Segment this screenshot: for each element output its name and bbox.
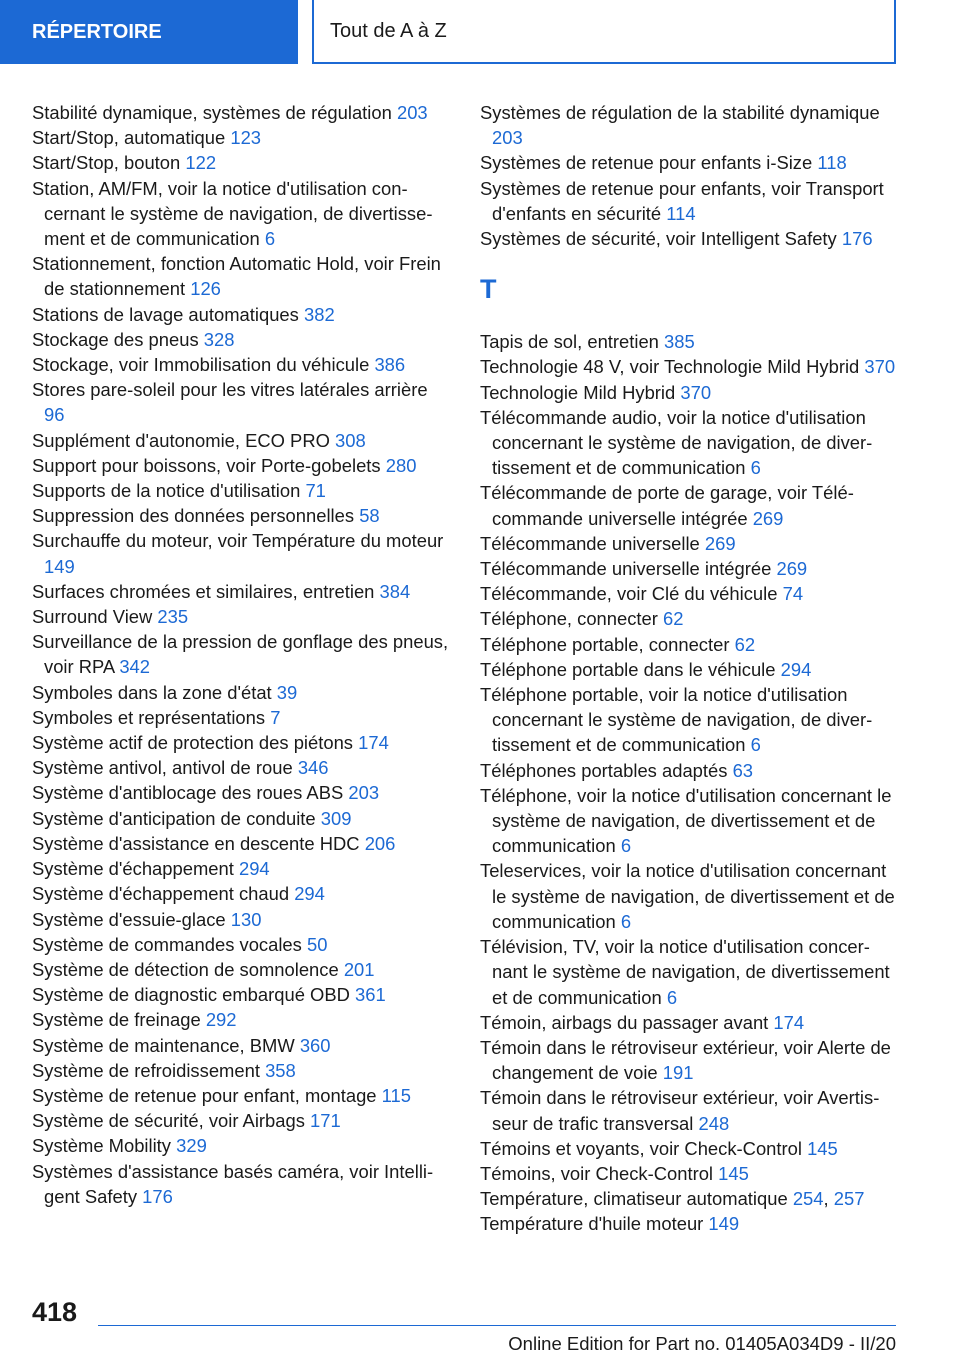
tab-repertoire-label: RÉPERTOIRE — [32, 20, 162, 43]
index-entry-text: Téléphone portable, connecter — [480, 633, 730, 655]
page-link[interactable]: 118 — [817, 152, 847, 174]
page-link[interactable]: 122 — [185, 152, 217, 174]
index-entry — [480, 1085, 896, 1135]
page-link[interactable]: 361 — [355, 984, 386, 1006]
index-entry-text: Start/Stop, automatique — [32, 127, 226, 149]
page-link[interactable]: 149 — [708, 1213, 740, 1235]
page-link[interactable]: 382 — [303, 303, 335, 325]
index-entry — [32, 302, 452, 327]
index-entry — [480, 657, 896, 682]
index-entry — [32, 806, 452, 831]
index-entry-text: Supplément d'autonomie, ECO PRO — [32, 429, 330, 451]
page-link[interactable]: 6 — [620, 835, 632, 857]
section-letter: T — [480, 274, 497, 305]
index-entry — [480, 150, 896, 175]
page-link[interactable]: 176 — [142, 1185, 173, 1207]
page-link[interactable]: 62 — [663, 608, 684, 630]
index-entry — [32, 327, 452, 352]
page-link[interactable]: 360 — [299, 1034, 331, 1056]
index-entry-text: Système d'échappement — [32, 858, 234, 880]
index-entry — [32, 503, 452, 528]
index-entry-text: Télévision, TV, voir la notice d'utilisation concernant le système de navigation, de divertissement et de communication — [480, 936, 890, 1008]
page-link[interactable]: 370 — [680, 381, 712, 403]
page-link[interactable]: 71 — [305, 480, 326, 502]
index-entry — [32, 1083, 452, 1108]
page-link[interactable]: 257 — [833, 1188, 865, 1210]
page-number: 418 — [32, 1297, 78, 1327]
index-entry — [480, 226, 896, 251]
page-link[interactable]: 370 — [864, 356, 896, 378]
index-entry-text: Télécommande de porte de garage, voir Télécommande universelle intégrée — [480, 482, 854, 529]
index-entry — [32, 730, 452, 755]
index-entry — [32, 176, 452, 252]
index-entry-text: Système d'anticipation de conduite — [32, 807, 316, 829]
index-entry-text: Stockage, voir Immobilisation du véhicule — [32, 354, 370, 376]
index-entry — [32, 856, 452, 881]
page-link[interactable]: 114 — [666, 202, 696, 224]
page-link[interactable]: 145 — [718, 1162, 749, 1184]
index-entry-text: Station, AM/FM, voir la notice d'utilisation concernant le système de navigation, de divertissement et de communication — [32, 177, 433, 250]
page-link[interactable]: 386 — [374, 354, 406, 376]
page-link[interactable]: 203 — [348, 782, 380, 804]
index-entry — [480, 1010, 896, 1035]
index-entry — [480, 100, 896, 150]
index-entry-text: Télécommande audio, voir la notice d'utilisation concernant le système de navigation, de divertissement et de communication — [480, 406, 873, 479]
page-link[interactable]: 294 — [780, 658, 812, 680]
index-entry-text: Système de refroidissement — [32, 1059, 260, 1081]
index-entry-text: Système de sécurité, voir Airbags — [32, 1110, 305, 1132]
index-entry-text: Système Mobility — [32, 1135, 171, 1157]
index-entry — [480, 606, 896, 631]
footer-edition: Online Edition for Part no. 01405A034D9 - II/20 — [508, 1333, 896, 1354]
index-entry — [32, 100, 452, 125]
page-link[interactable]: 174 — [773, 1011, 805, 1033]
index-entry — [480, 380, 896, 405]
index-entry — [32, 453, 452, 478]
index-entry-text: Systèmes de retenue pour enfants, voir Transport d'enfants en sécurité — [480, 177, 884, 224]
index-entry-text: Système d'antiblocage des roues ABS — [32, 782, 344, 804]
page-link[interactable]: 294 — [294, 883, 325, 905]
index-entry-text: Supports de la notice d'utilisation — [32, 480, 301, 502]
index-entry — [480, 1035, 896, 1085]
page-link[interactable]: 292 — [205, 1009, 237, 1031]
index-entry-text: Système de diagnostic embarqué OBD — [32, 984, 350, 1006]
index-entry-text: Télécommande universelle intégrée — [480, 558, 772, 580]
tab-repertoire[interactable] — [0, 0, 298, 64]
page-link[interactable]: 6 — [264, 228, 276, 250]
index-entry — [480, 329, 896, 354]
index-entry-text: Télécommande, voir Clé du véhicule — [480, 583, 778, 605]
index-entry-text: Télécommande universelle — [480, 532, 700, 554]
index-entry-text: Start/Stop, bouton — [32, 152, 181, 174]
index-entry — [32, 352, 452, 377]
index-entry-text: Système d'essuie-glace — [32, 908, 226, 930]
index-entry — [32, 1133, 452, 1158]
page-link[interactable]: 358 — [265, 1059, 296, 1081]
index-entry-text: Système antivol, antivol de roue — [32, 757, 293, 779]
index-entry-text: Symboles et représentations — [32, 706, 266, 728]
page-link[interactable]: 269 — [776, 558, 808, 580]
index-entry — [32, 705, 452, 730]
index-entry — [480, 934, 896, 1010]
tab-tout-de-a-a-z[interactable] — [312, 0, 896, 64]
page-link[interactable]: 342 — [119, 656, 150, 678]
page-link[interactable]: 6 — [666, 986, 678, 1008]
index-entry-text: Système de freinage — [32, 1009, 201, 1031]
index-entry-text: Surveillance de la pression de gonflage des pneus, voir RPA — [32, 631, 449, 678]
page-link[interactable]: 6 — [750, 734, 761, 756]
index-entry-text: Teleservices, voir la notice d'utilisation concernant le système de navigation, de divertissement et de communication — [480, 860, 895, 932]
page-link[interactable]: 6 — [620, 910, 632, 932]
index-entry — [480, 1136, 896, 1161]
index-entry — [480, 581, 896, 606]
index-column-right — [480, 100, 896, 1237]
index-entry — [32, 1007, 452, 1032]
page-link[interactable]: 130 — [230, 908, 262, 930]
index-entry — [480, 1161, 896, 1186]
page-link[interactable]: 191 — [662, 1062, 694, 1084]
index-entry-text: Stations de lavage automatiques — [32, 303, 299, 325]
page-link[interactable]: 149 — [44, 555, 75, 577]
page-link[interactable]: 126 — [190, 278, 221, 300]
page-link[interactable]: 74 — [782, 583, 804, 605]
index-entry-text: Technologie 48 V, voir Technologie Mild Hybrid — [480, 356, 860, 378]
index-entry-text: Système de maintenance, BMW — [32, 1034, 295, 1056]
page-link[interactable]: 308 — [335, 429, 366, 451]
footer-divider — [98, 1325, 896, 1326]
index-entry-text: Système d'échappement chaud — [32, 883, 290, 905]
index-entry-text: Systèmes d'assistance basés caméra, voir Intelligent Safety — [32, 1160, 434, 1207]
index-entry-text: Stockage des pneus — [32, 328, 199, 350]
index-entry-text: Technologie Mild Hybrid — [480, 381, 676, 403]
index-entry — [32, 680, 452, 705]
index-entry-text: Support pour boissons, voir Porte-gobelets — [32, 454, 381, 476]
index-entry-text: Température d'huile moteur — [480, 1213, 704, 1235]
index-entry-text: Systèmes de sécurité, voir Intelligent Safety — [480, 228, 837, 250]
index-entry — [480, 176, 896, 226]
index-entry — [480, 858, 896, 934]
index-entry — [32, 428, 452, 453]
page-link[interactable]: 176 — [841, 228, 873, 250]
index-entry — [32, 982, 452, 1007]
page-link[interactable]: 58 — [359, 505, 380, 527]
index-entry — [480, 480, 896, 530]
index-entry — [32, 907, 452, 932]
page-link[interactable]: 96 — [44, 404, 65, 426]
page-link[interactable]: 123 — [230, 127, 262, 149]
page-link[interactable]: 269 — [704, 532, 736, 554]
page-link[interactable]: 62 — [734, 633, 756, 655]
index-entry-text: Système de détection de somnolence — [32, 958, 339, 980]
index-entry-text: Systèmes de retenue pour enfants i-Size — [480, 152, 813, 174]
index-entry — [32, 579, 452, 604]
index-entry — [32, 932, 452, 957]
index-entry-text: Suppression des données personnelles — [32, 505, 355, 527]
page-link[interactable]: 294 — [238, 858, 270, 880]
index-entry — [32, 1159, 452, 1209]
index-entry — [480, 1211, 896, 1236]
page-link[interactable]: 171 — [310, 1110, 341, 1132]
index-entry-text: Téléphone portable dans le véhicule — [480, 658, 776, 680]
page-link[interactable]: 309 — [320, 807, 352, 829]
index-entry — [32, 528, 452, 578]
index-entry — [480, 632, 896, 657]
page-link[interactable]: 145 — [807, 1137, 838, 1159]
page-link[interactable]: 254 — [792, 1188, 824, 1210]
page-link[interactable]: 280 — [385, 454, 417, 476]
page-link[interactable]: 384 — [379, 580, 411, 602]
index-entry — [32, 1058, 452, 1083]
index-entry — [480, 354, 896, 379]
page-link[interactable]: 63 — [732, 759, 754, 781]
index-column-left — [32, 100, 452, 1209]
page-link[interactable]: 115 — [381, 1084, 411, 1106]
page-link[interactable]: 206 — [364, 832, 396, 854]
page-link[interactable]: 174 — [358, 732, 389, 754]
page-link[interactable]: 269 — [752, 507, 784, 529]
index-group-t — [480, 329, 896, 1236]
index-entry — [32, 478, 452, 503]
index-entry — [32, 629, 452, 679]
index-entry-text: Symboles dans la zone d'état — [32, 681, 272, 703]
index-entry — [32, 251, 452, 301]
index-entry-text: Témoins, voir Check-Control — [480, 1162, 714, 1184]
index-entry-text: Systèmes de régulation de la stabilité dynamique — [480, 102, 880, 123]
index-entry — [32, 957, 452, 982]
page-link[interactable]: 248 — [698, 1112, 730, 1134]
index-entry — [32, 150, 452, 175]
index-entry — [32, 1033, 452, 1058]
header-tabs — [0, 0, 960, 66]
index-entry: Température, climatiseur automatique 254, 257 — [480, 1188, 865, 1210]
index-entry-text: Téléphone, voir la notice d'utilisation concernant le système de navigation, de divertissement et de communication — [480, 784, 892, 857]
index-entry-text: Téléphones portables adaptés — [480, 759, 728, 781]
index-entry-text: Téléphone portable, voir la notice d'utilisation concernant le système de navigation, de divertissement et de communication — [480, 684, 873, 756]
index-entry-text: Surfaces chromées et similaires, entretien — [32, 580, 375, 602]
index-entry-text: Système d'assistance en descente HDC — [32, 832, 360, 854]
page-link[interactable]: 7 — [270, 706, 281, 728]
page-link[interactable]: 235 — [157, 606, 189, 628]
index-entry — [32, 1108, 452, 1133]
page-link[interactable]: 328 — [203, 328, 235, 350]
page-link[interactable]: 329 — [176, 1135, 207, 1157]
index-entry — [480, 783, 896, 859]
page-link[interactable]: 50 — [306, 933, 328, 955]
index-entry-text: Téléphone, connecter — [480, 608, 658, 630]
index-entry — [480, 682, 896, 758]
index-entry-text: Témoins et voyants, voir Check-Control — [480, 1137, 802, 1159]
tab-tout-label: Tout de A à Z — [330, 19, 447, 42]
page-link[interactable]: 203 — [492, 127, 523, 149]
index-entry-text: Témoin, airbags du passager avant — [480, 1011, 769, 1033]
index-entry — [480, 405, 896, 481]
page-link[interactable]: 6 — [750, 457, 761, 479]
index-entry — [32, 881, 452, 906]
page-link[interactable]: 203 — [396, 102, 428, 123]
index-entry — [32, 780, 452, 805]
index-entry — [32, 125, 452, 150]
index-entry — [32, 755, 452, 780]
page-link[interactable]: 385 — [664, 331, 695, 353]
index-entry-text: Témoin dans le rétroviseur extérieur, voir Alerte de changement de voie — [480, 1036, 891, 1084]
index-entry-text: Système actif de protection des piétons — [32, 732, 353, 754]
index-entry-text: Surround View — [32, 606, 153, 628]
index-entry-text: Tapis de sol, entretien — [480, 331, 659, 353]
index-group-s — [480, 100, 896, 251]
page-link[interactable]: 201 — [343, 958, 375, 980]
index-entry-text: Surchauffe du moteur, voir Température du moteur — [32, 530, 444, 552]
index-entry-text: Stationnement, fonction Automatic Hold, voir Frein de stationnement — [32, 253, 441, 300]
index-entry — [32, 377, 452, 427]
index-entry-text: Témoin dans le rétroviseur extérieur, voir Avertisseur de trafic transversal — [480, 1087, 880, 1134]
index-entry-text: Stabilité dynamique, systèmes de régulation — [32, 102, 392, 123]
index-entry — [480, 531, 896, 556]
index-entry — [480, 556, 896, 581]
page-link[interactable]: 39 — [276, 681, 298, 703]
index-entry-text: Système de commandes vocales — [32, 933, 302, 955]
index-entry — [32, 604, 452, 629]
index-entry-text: Système de retenue pour enfant, montage — [32, 1084, 377, 1106]
index-entry-text: Température, climatiseur automatique — [480, 1188, 788, 1210]
index-entry — [480, 758, 896, 783]
page-link[interactable]: 346 — [297, 757, 329, 779]
index-entry-text: Stores pare-soleil pour les vitres latérales arrière — [32, 379, 428, 401]
index-entry — [32, 831, 452, 856]
